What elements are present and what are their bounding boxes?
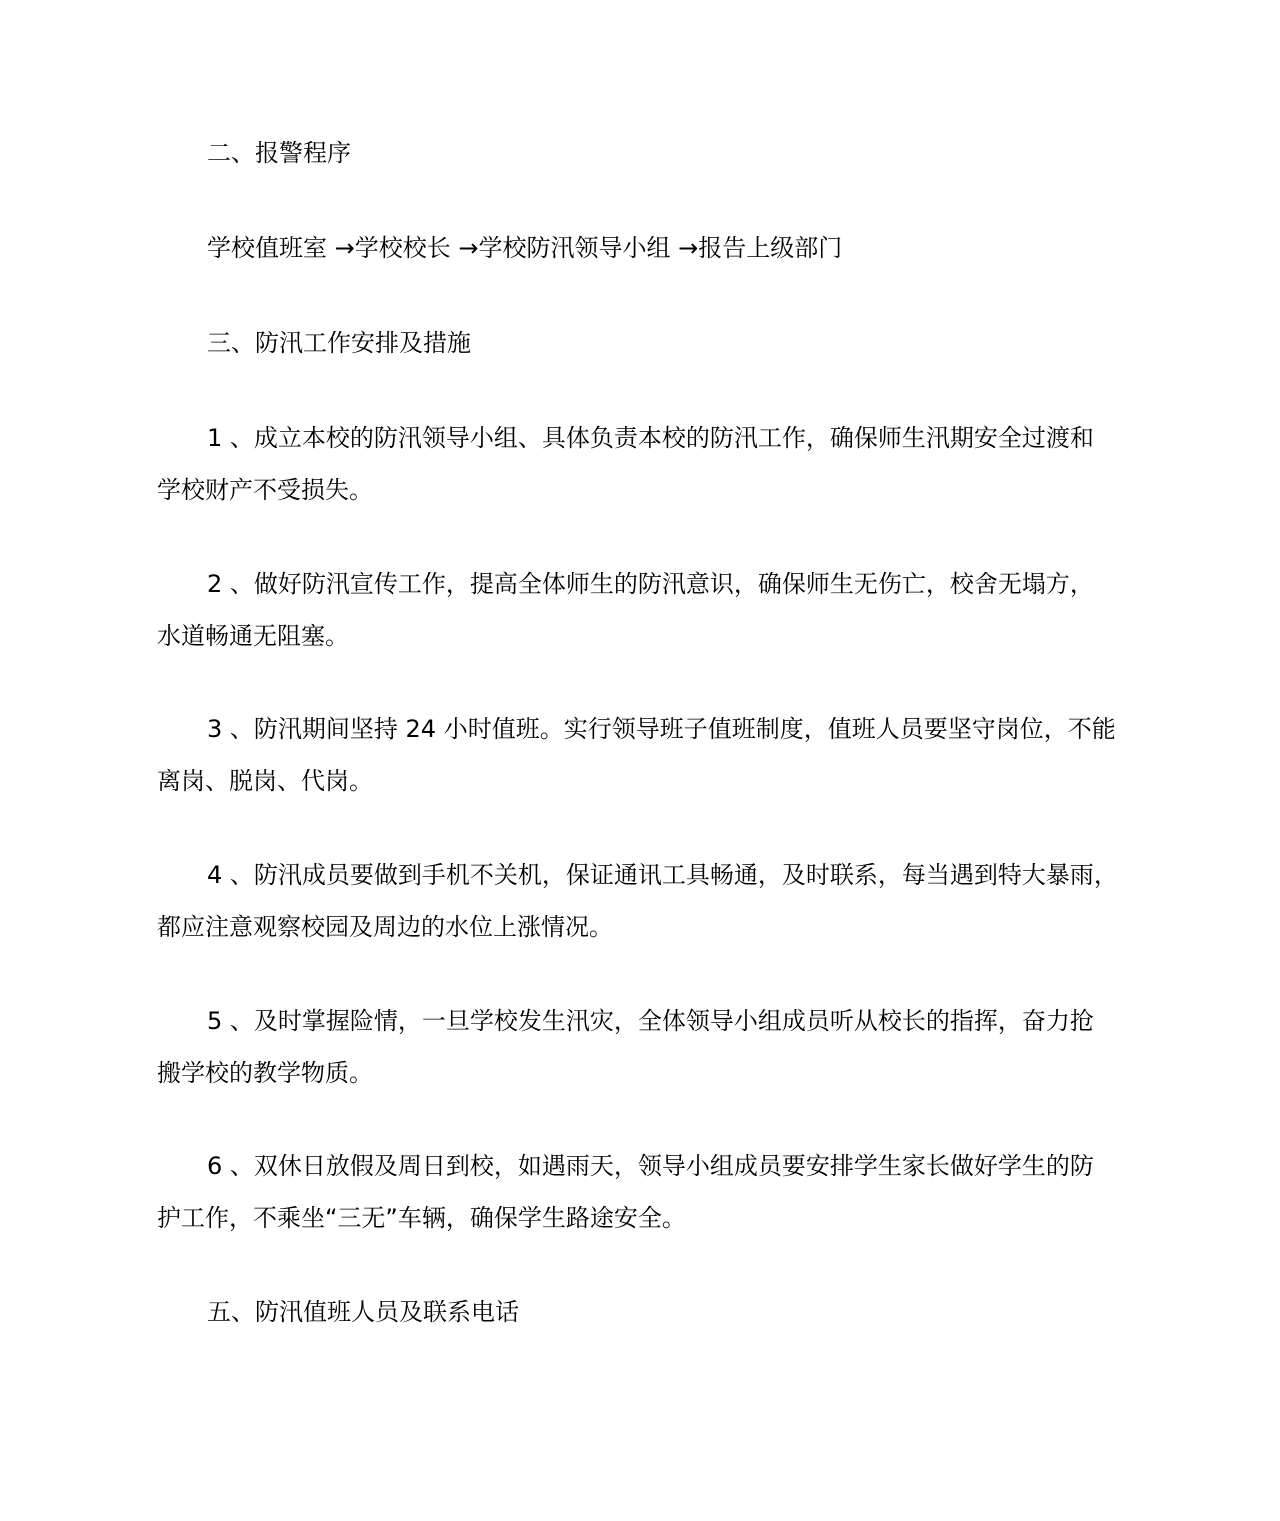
measure-item-5-line-1: 5 、及时掌握险情，一旦学校发生汛灾，全体领导小组成员听从校长的指挥，奋力抢 xyxy=(207,1007,1094,1035)
measure-item-4-line-2: 都应注意观察校园及周边的水位上涨情况。 xyxy=(157,913,613,941)
measure-item-4-line-1: 4 、防汛成员要做到手机不关机，保证通讯工具畅通，及时联系，每当遇到特大暴雨， xyxy=(207,861,1118,889)
measure-item-3-line-1: 3 、防汛期间坚持 24 小时值班。实行领导班子值班制度，值班人员要坚守岗位，不能 xyxy=(207,715,1116,743)
section-heading-flood-measures: 三、防汛工作安排及措施 xyxy=(207,329,471,357)
measure-item-1-line-1: 1 、成立本校的防汛领导小组、具体负责本校的防汛工作，确保师生汛期安全过渡和 xyxy=(207,424,1094,452)
measure-item-2-line-2: 水道畅通无阻塞。 xyxy=(157,622,349,650)
measure-item-6-line-1: 6 、双休日放假及周日到校，如遇雨天，领导小组成员要安排学生家长做好学生的防 xyxy=(207,1152,1094,1180)
measure-item-2-line-1: 2 、做好防汛宣传工作，提高全体师生的防汛意识，确保师生无伤亡，校舍无塌方， xyxy=(207,570,1094,598)
measure-item-5-line-2: 搬学校的教学物质。 xyxy=(157,1059,373,1087)
measure-item-1-line-2: 学校财产不受损失。 xyxy=(157,476,373,504)
alarm-flow-text: 学校值班室 →学校校长 →学校防汛领导小组 →报告上级部门 xyxy=(207,234,843,262)
measure-item-3-line-2: 离岗、脱岗、代岗。 xyxy=(157,767,373,795)
section-heading-duty-contacts: 五、防汛值班人员及联系电话 xyxy=(207,1298,519,1326)
measure-item-6-line-2: 护工作，不乘坐“三无”车辆，确保学生路途安全。 xyxy=(157,1204,686,1232)
section-heading-alarm-procedure: 二、报警程序 xyxy=(207,139,351,167)
